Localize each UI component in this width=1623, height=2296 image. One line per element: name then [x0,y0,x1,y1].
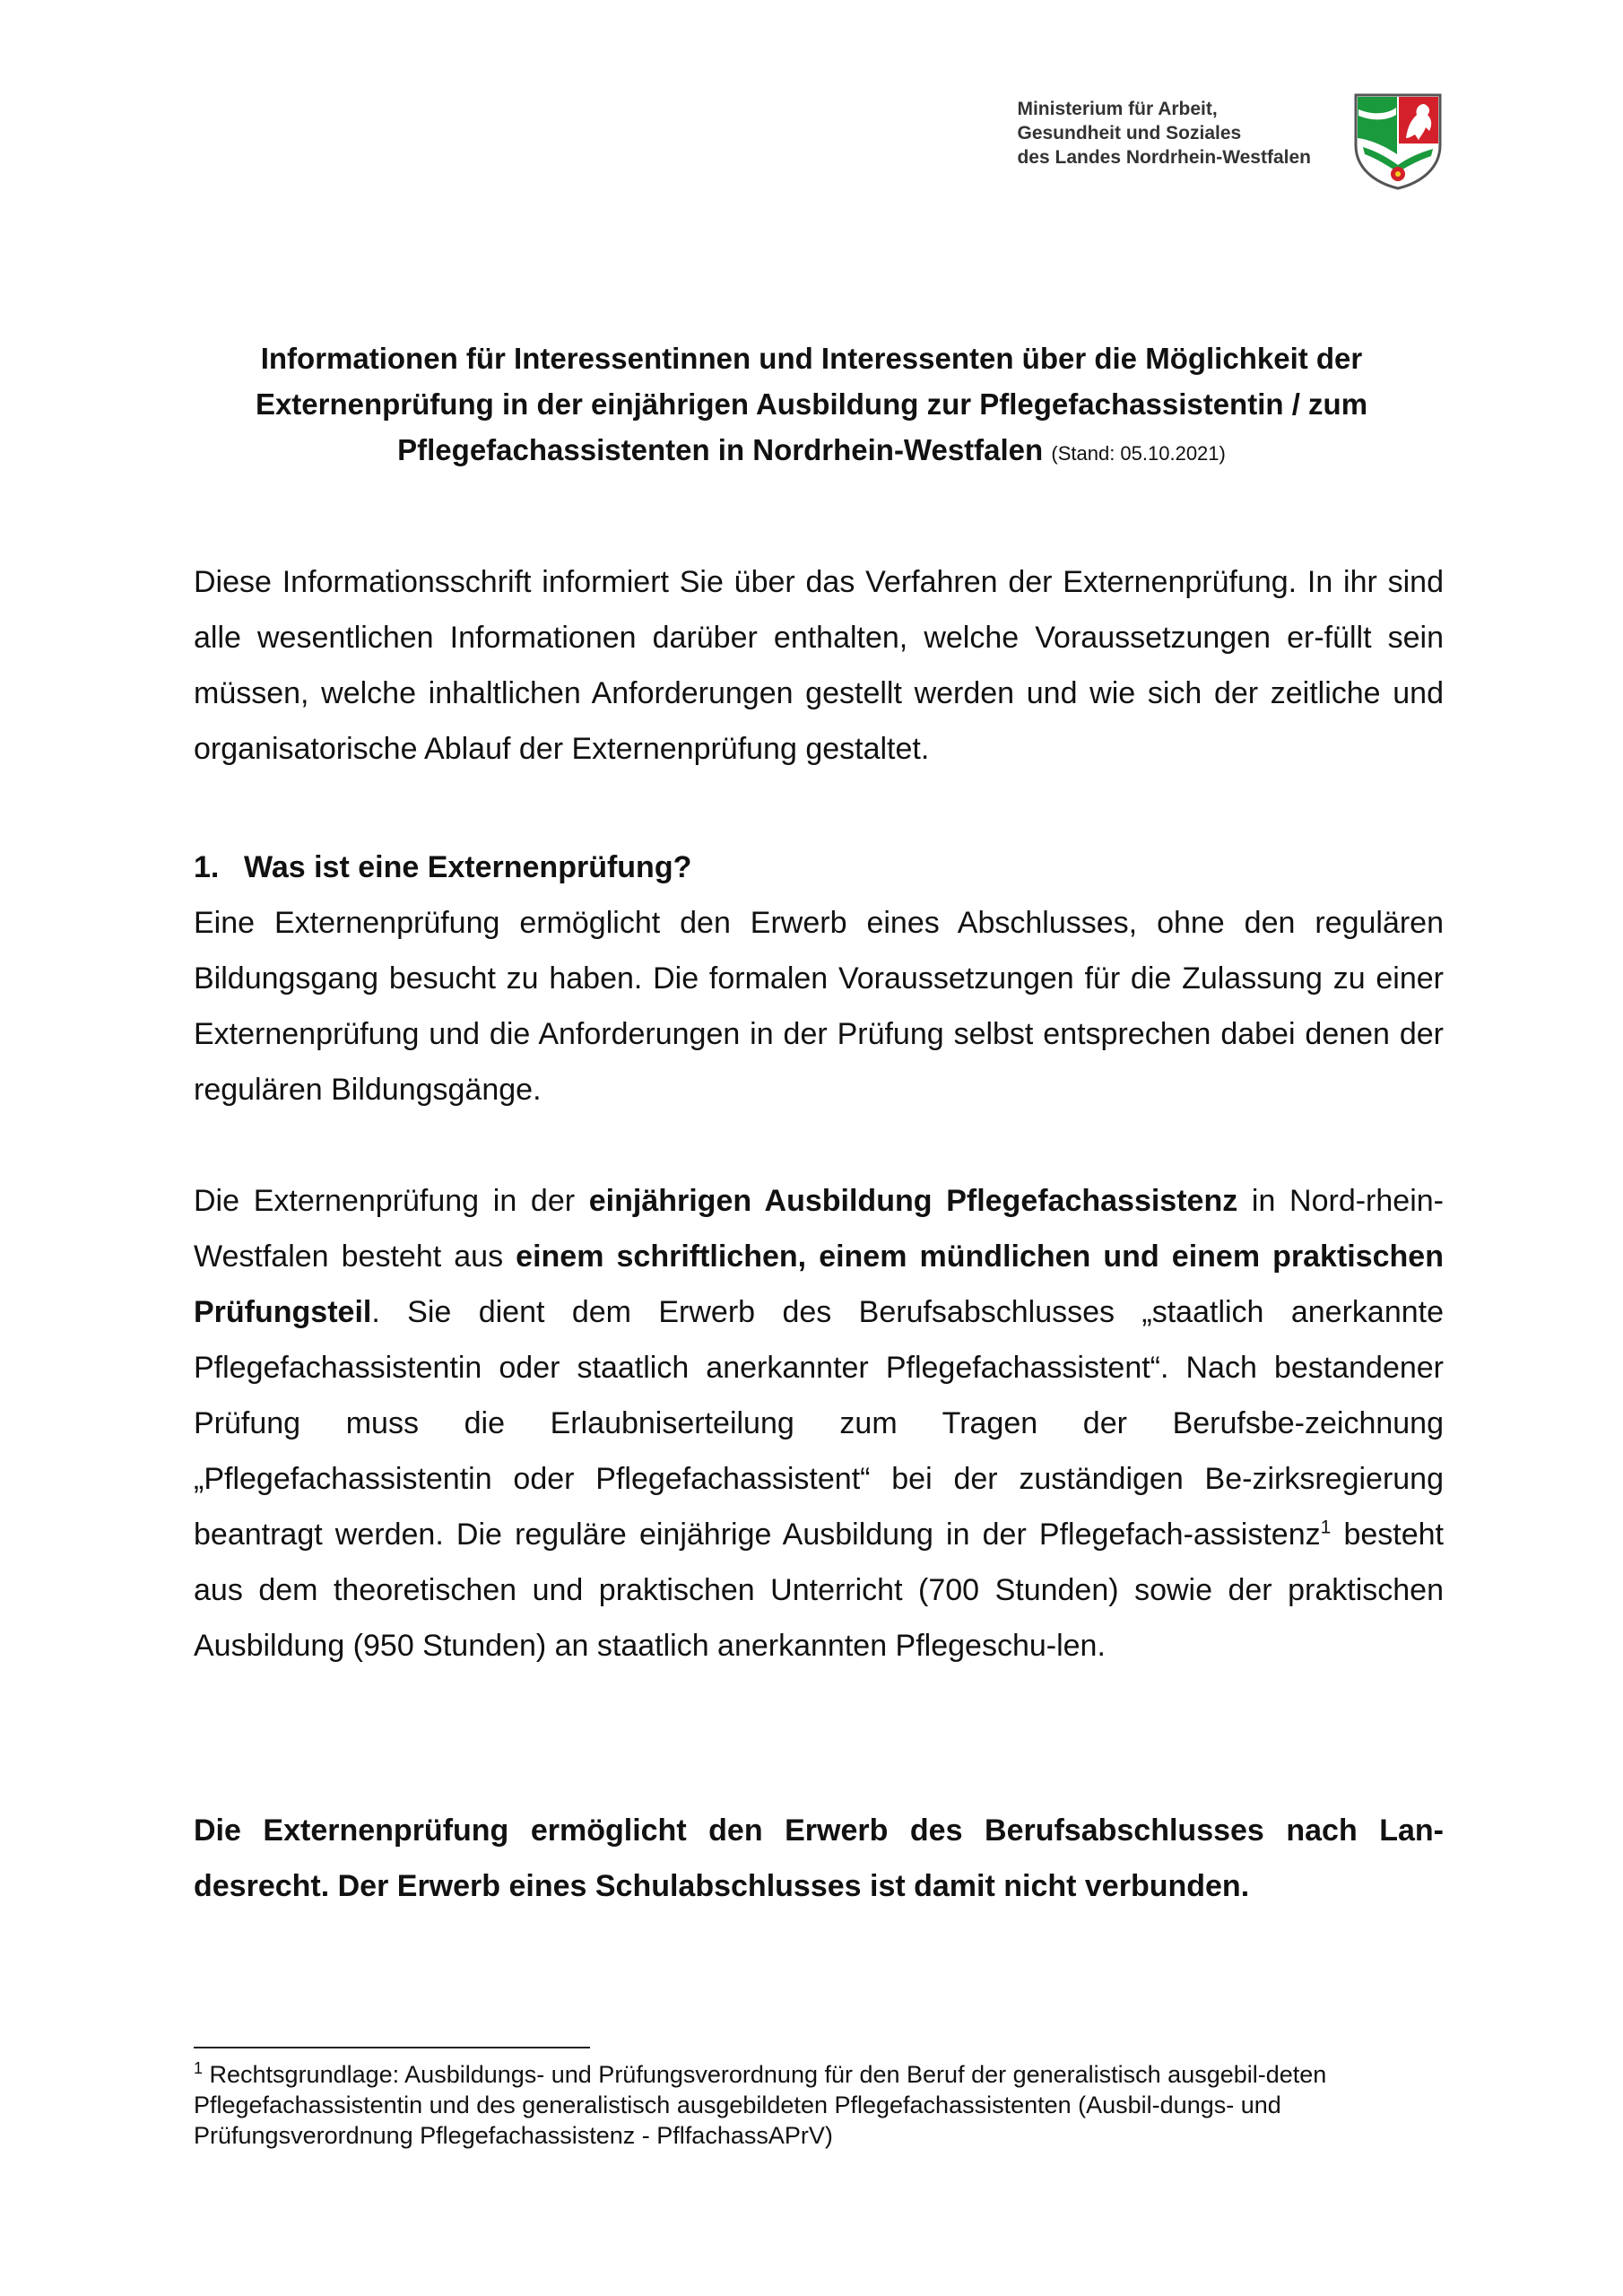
p2-text-1: Die Externenprüfung in der [194,1184,589,1218]
ministry-line-1: Ministerium für Arbeit, [1017,99,1218,119]
footnote-marker: 1 [194,2059,204,2077]
title-line-3 [179,427,1444,476]
footnote [194,2059,1444,2151]
ministry-name [1017,97,1311,170]
ministry-line-3: des Landes Nordrhein-Westfalen [1017,147,1311,168]
footnote-divider [194,2047,590,2048]
title-line-1: Informationen für Interessentinnen und Interessenten über die Möglichkeit der [260,342,1363,375]
footnote-text: Rechtsgrundlage: Ausbildungs- und Prüfungsverordnung für den Beruf der generalistisch ausgebil-deten Pflegefachassistentin und des generalistisch ausgebildeten Pflegefachassistenten (Ausbil-dungs- und Prüfungsverordnung Pflegefachassistenz - PflfachassAPrV) [194,2061,1327,2149]
document-title [179,335,1444,476]
p2-text-3: . Sie dient dem Erwerb des Berufsabschlusses „staatlich anerkannte Pflegefachassistentin oder staatlich anerkannter Pflegefachassistent“. Nach bestandener Prüfung muss die Erlaubniserteilung zum Tragen der Berufsbe-zeichnung „Pflegefachassistentin oder Pflegefachassistent“ bei der zuständigen Be-zirksregierung beantragt werden. Die reguläre einjährige Ausbildung in der Pflegefach-assistenz [194,1295,1444,1552]
p2-text-4: besteht aus dem theoretischen und praktischen Unterricht (700 Stunden) sowie der praktischen Ausbildung (950 Stunden) an staatlich anerkannten Pflegeschu-len. [194,1518,1444,1663]
section-number: 1. [194,850,220,884]
section-paragraph-3-bold: Die Externenprüfung ermöglicht den Erwerb des Berufsabschlusses nach Lan-desrecht. Der Erwerb eines Schulabschlusses ist damit nicht verbunden. [194,1813,1444,1903]
ministry-line-2: Gesundheit und Soziales [1017,123,1242,144]
intro-paragraph: Diese Informationsschrift informiert Sie über das Verfahren der Externenprüfung. In ihr sind alle wesentlichen Informationen darüber enthalten, welche Voraussetzungen er-füllt sein müssen, welche inhaltlichen Anforderungen gestellt werden und wie sich der zeitliche und organisatorische Ablauf der Externenprüfung gestaltet. [194,565,1444,766]
p2-text-2: in Nord-rhein-Westfalen besteht aus [194,1184,1444,1274]
nrw-coat-of-arms-icon [1354,93,1442,190]
footnote-reference[interactable]: 1 [1320,1517,1332,1538]
section-paragraph-1: Eine Externenprüfung ermöglicht den Erwerb eines Abschlusses, ohne den regulären Bildungsgang besucht zu haben. Die formalen Voraussetzungen für die Zulassung zu einer Externenprüfung und die Anforderungen in der Prüfung selbst entsprechen dabei denen der regulären Bildungsgänge. [194,906,1444,1107]
section-paragraph-2 [194,1173,1444,1674]
page-header [1017,93,1442,190]
section-heading [194,839,691,895]
p2-bold-1: einjährigen Ausbildung Pflegefachassistenz [588,1184,1238,1218]
title-line-3-text: Pflegefachassistenten in Nordrhein-Westfalen [397,433,1044,466]
title-line-2: Externenprüfung in der einjährigen Ausbildung zur Pflegefachassistentin / zum [255,387,1368,421]
p2-bold-2: einem schriftlichen, einem mündlichen und einem praktischen Prüfungsteil [194,1239,1444,1329]
section-heading-text: Was ist eine Externenprüfung? [244,850,692,884]
stand-date: (Stand: 05.10.2021) [1051,442,1226,465]
